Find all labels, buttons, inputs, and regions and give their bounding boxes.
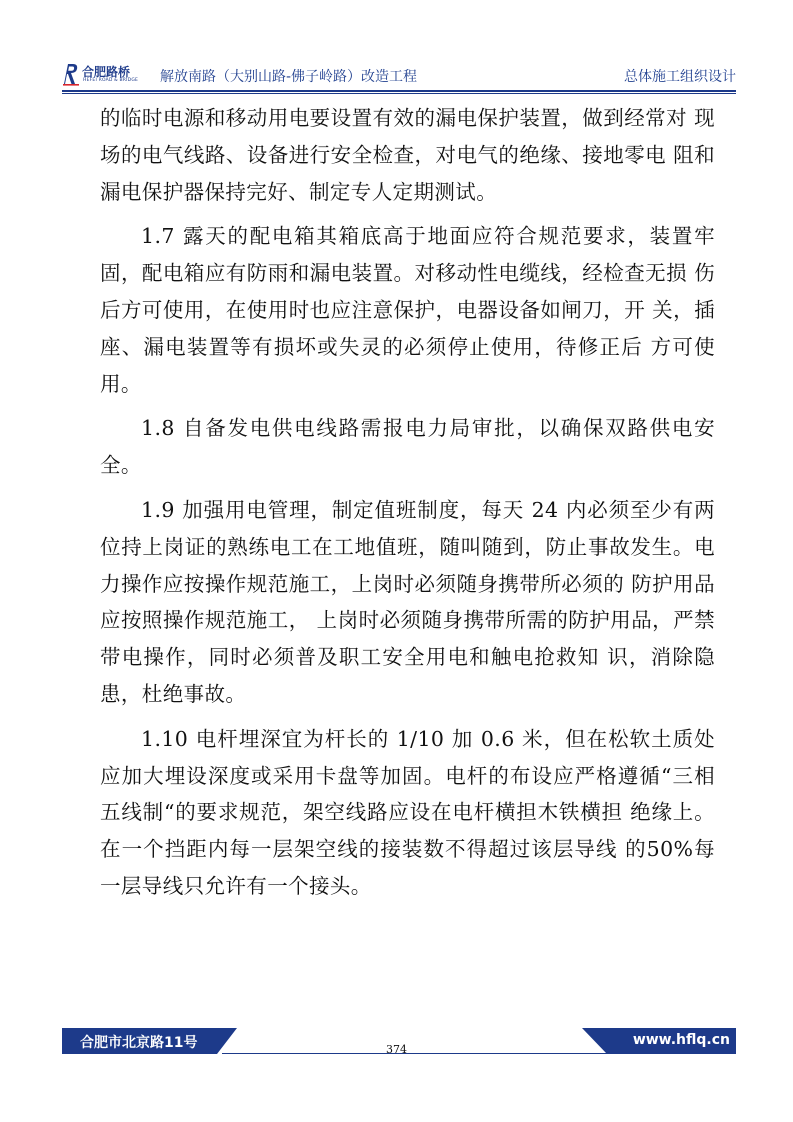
- logo-text: 合肥路桥: [82, 65, 131, 79]
- project-title: 解放南路（大别山路-佛子岭路）改造工程: [160, 69, 418, 85]
- section-title: 总体施工组织设计: [624, 69, 736, 85]
- page-header: [62, 58, 736, 92]
- logo-subtext: HEFEI ROAD & BRIDGE: [83, 78, 139, 83]
- paragraph-1-9: 1.9 加强用电管理，制定值班制度，每天 24 内必须至少有两位持上岗证的熟练电工在工地值班，随叫随到，防止事故发生。电力操作应按操作规范施工，上岗时必须随身携带所必须的 防护用品应按照操作规范施工， 上岗时必须随身携带所需的防护用品，严禁带电操作，同时必须普及职工安全用电和触电抢救知 识，消除隐患，杜绝事故。: [100, 497, 715, 706]
- page-number: 374: [386, 1043, 407, 1056]
- company-logo: [62, 62, 148, 88]
- paragraph-1-7: 1.7 露天的配电箱其箱底高于地面应符合规范要求，装置牢固，配电箱应有防雨和漏电装置。对移动性电缆线，经检查无损 伤后方可使用，在使用时也应注意保护，电器设备如闸刀，开 关，插座、漏电装置等有损坏或失灵的必须停止使用，待修正后 方可使用。: [100, 224, 715, 396]
- header-divider: [62, 90, 736, 92]
- footer-address: 合肥市北京路11号: [80, 1035, 198, 1051]
- paragraph-1-10: 1.10 电杆埋深宜为杆长的 1/10 加 0.6 米，但在松软土质处应加大埋设深度或采用卡盘等加固。电杆的布设应严格遵循“三相五线制“的要求规范，架空线路应设在电杆横担木铁横担 绝缘上。在一个挡距内每一层架空线的接装数不得超过该层导线 的50%每一层导线只允许有一个接头。: [100, 726, 715, 898]
- header-divider-thin: [62, 93, 736, 94]
- paragraph-continuation: 的临时电源和移动用电要设置有效的漏电保护装置，做到经常对 现场的电气线路、设备进行安全检查，对电气的绝缘、接地零电 阻和漏电保护器保持完好、制定专人定期测试。: [100, 106, 715, 204]
- document-body: [100, 100, 715, 913]
- footer-website: www.hflq.cn: [632, 1032, 730, 1048]
- logo-mark-icon: [62, 62, 80, 86]
- paragraph-1-8: 1.8 自备发电供电线路需报电力局审批，以确保双路供电安全。: [100, 416, 715, 478]
